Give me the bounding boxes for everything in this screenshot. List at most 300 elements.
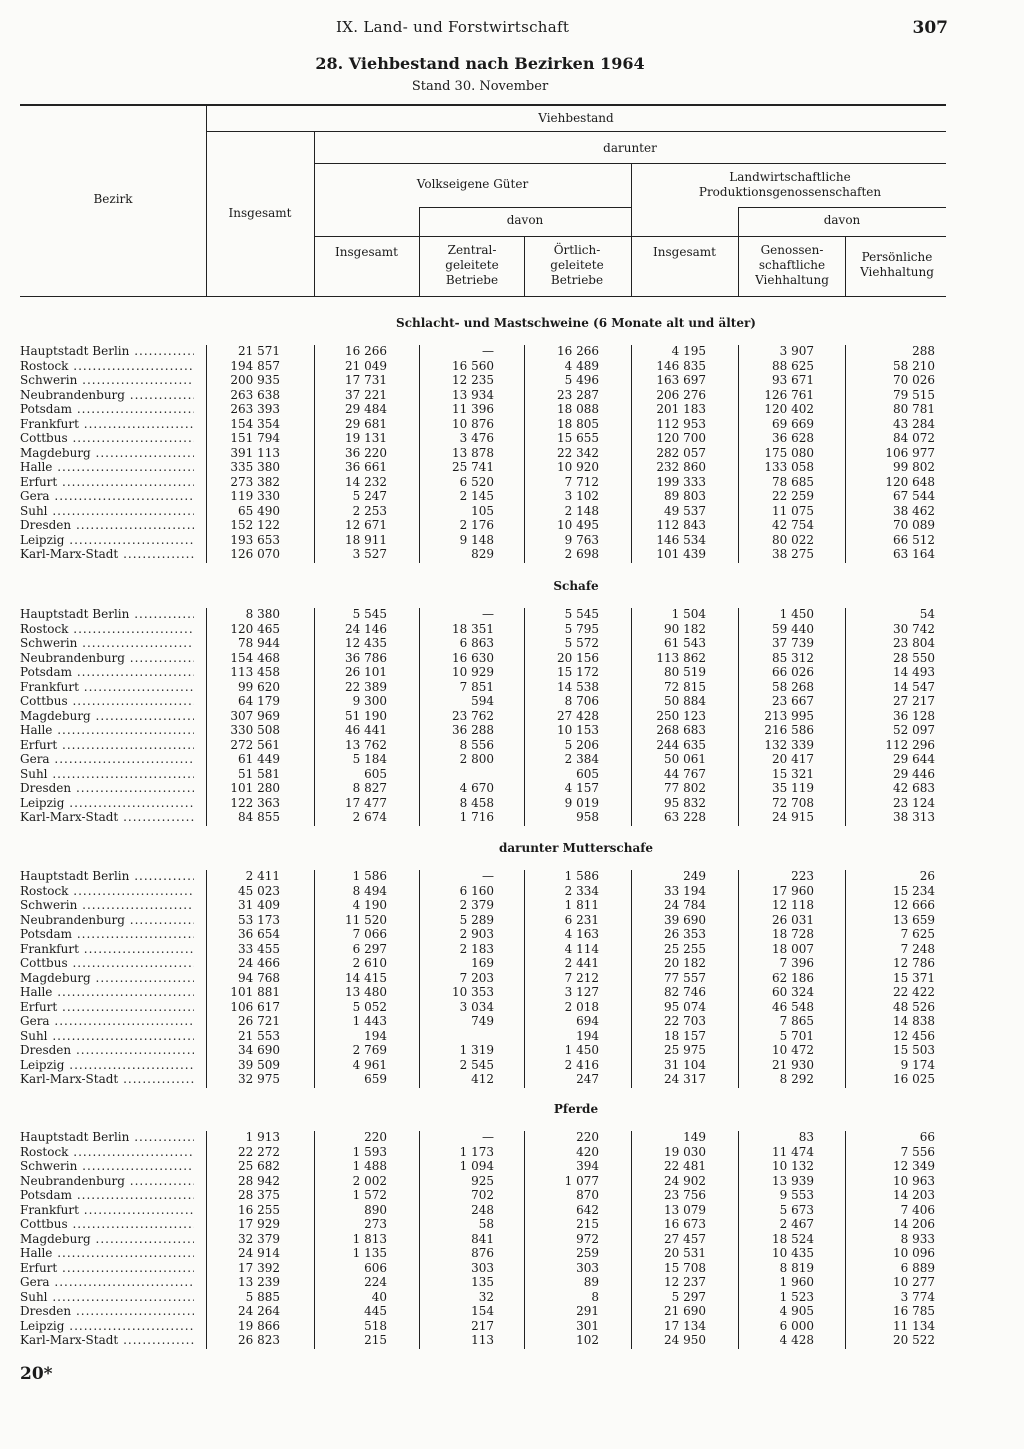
cell-veg-insgesamt: 2 253 [352,503,387,518]
cell-insgesamt: 391 113 [230,445,280,460]
cell-insgesamt: 154 354 [230,416,280,431]
cell-lpg-genossen: 62 186 [772,970,814,985]
cell-bezirk: Halle ..... [20,460,194,474]
cell-lpg-insgesamt: 80 519 [664,665,706,679]
header-veg: Volkseigene Güter [416,177,529,191]
cell-insgesamt: 1 913 [245,1130,280,1144]
cell-lpg-insgesamt: 149 [683,1130,706,1144]
header-insgesamt-veg: Insgesamt [335,245,398,259]
header-genossen: Genossen- schaftliche Viehhaltung [755,243,829,287]
cell-veg-oertlich: 14 538 [557,679,599,694]
cell-lpg-genossen: 38 275 [772,547,814,561]
cell-insgesamt: 273 382 [230,474,280,489]
cell-veg-insgesamt: 29 681 [345,416,387,431]
cell-veg-oertlich: 27 428 [557,708,599,723]
cell-veg-insgesamt: 5 247 [352,489,387,503]
cell-bezirk: Magdeburg ..... [20,709,194,723]
cell-veg-oertlich: 16 266 [557,344,599,358]
cell-veg-zentral: 6 520 [459,474,494,489]
cell-insgesamt: 24 914 [238,1246,280,1260]
cell-lpg-insgesamt: 23 756 [664,1188,706,1202]
cell-lpg-genossen: 69 669 [772,416,814,431]
cell-insgesamt: 99 620 [238,679,280,694]
table-row [0,504,1024,518]
cell-lpg-insgesamt: 22 703 [664,1014,706,1028]
cell-lpg-insgesamt: 250 123 [656,708,706,723]
cell-lpg-genossen: 22 259 [772,489,814,503]
table-header [0,0,1024,300]
cell-lpg-genossen: 35 119 [772,781,814,795]
cell-bezirk: Rostock ..... [20,622,194,636]
cell-veg-oertlich: 2 018 [564,999,599,1014]
cell-lpg-insgesamt: 17 134 [664,1318,706,1333]
cell-lpg-insgesamt: 95 832 [664,795,706,810]
cell-lpg-genossen: 10 435 [772,1246,814,1260]
table-row [0,1029,1024,1043]
cell-lpg-genossen: 42 754 [772,518,814,532]
cell-lpg-persoenlich: 15 234 [893,883,935,898]
cell-lpg-insgesamt: 282 057 [656,445,706,460]
cell-veg-insgesamt: 24 146 [345,621,387,636]
cell-veg-oertlich: 2 441 [564,956,599,970]
cell-bezirk: Halle ..... [20,985,194,999]
table-row [0,1159,1024,1173]
cell-lpg-persoenlich: 12 666 [893,898,935,912]
cell-lpg-genossen: 3 907 [779,344,814,358]
cell-veg-insgesamt: 1 586 [352,869,387,883]
cell-veg-zentral: 925 [471,1173,494,1188]
table-row [0,680,1024,694]
cell-bezirk: Karl-Marx-Stadt ..... [20,1333,194,1347]
cell-bezirk: Schwerin ..... [20,373,194,387]
cell-lpg-genossen: 37 739 [772,636,814,650]
cell-lpg-insgesamt: 232 860 [656,460,706,474]
cell-lpg-persoenlich: 14 493 [893,665,935,679]
cell-veg-zentral: 32 [478,1289,494,1304]
cell-veg-zentral: 10 929 [452,665,494,679]
table-row [0,1014,1024,1028]
cell-veg-oertlich: 102 [576,1333,599,1347]
table-row [0,402,1024,416]
cell-lpg-genossen: 93 671 [772,373,814,387]
cell-lpg-persoenlich: 23 124 [893,795,935,810]
cell-veg-oertlich: 1 811 [564,898,599,912]
cell-lpg-persoenlich: 66 512 [893,532,935,547]
cell-veg-oertlich: 5 572 [564,636,599,650]
cell-veg-oertlich: 870 [576,1188,599,1202]
cell-veg-insgesamt: 18 911 [345,532,387,547]
cell-lpg-persoenlich: 7 248 [900,941,935,956]
cell-lpg-persoenlich: 14 206 [893,1217,935,1231]
cell-lpg-genossen: 85 312 [772,650,814,665]
cell-veg-oertlich: 5 795 [564,621,599,636]
cell-lpg-persoenlich: 12 786 [893,956,935,970]
cell-lpg-genossen: 83 [798,1130,814,1144]
cell-lpg-genossen: 7 865 [779,1014,814,1028]
cell-lpg-insgesamt: 25 255 [664,941,706,956]
cell-lpg-persoenlich: 7 406 [900,1202,935,1217]
table-row [0,1000,1024,1014]
cell-bezirk: Halle ..... [20,1246,194,1260]
cell-bezirk: Cottbus ..... [20,431,194,445]
cell-insgesamt: 101 881 [230,985,280,999]
cell-bezirk: Cottbus ..... [20,694,194,708]
cell-insgesamt: 28 375 [238,1188,280,1202]
cell-lpg-persoenlich: 16 785 [893,1304,935,1318]
cell-insgesamt: 17 392 [238,1260,280,1275]
cell-veg-oertlich: 958 [576,810,599,824]
cell-insgesamt: 33 455 [238,941,280,956]
table-row [0,796,1024,810]
cell-lpg-genossen: 72 708 [772,795,814,810]
cell-lpg-insgesamt: 22 481 [664,1159,706,1173]
cell-veg-zentral: 1 173 [459,1144,494,1159]
cell-veg-insgesamt: 1 135 [352,1246,387,1260]
cell-veg-insgesamt: 9 300 [352,694,387,708]
cell-lpg-persoenlich: 20 522 [893,1333,935,1347]
cell-lpg-insgesamt: 77 802 [664,781,706,795]
cell-veg-oertlich: 291 [576,1304,599,1318]
cell-bezirk: Frankfurt ..... [20,417,194,431]
page-footer-mark: 20* [20,1364,53,1384]
cell-bezirk: Magdeburg ..... [20,446,194,460]
cell-insgesamt: 272 561 [230,737,280,752]
cell-veg-zentral: 105 [471,503,494,518]
cell-veg-zentral: 3 034 [459,999,494,1014]
cell-veg-oertlich: 4 489 [564,358,599,373]
cell-insgesamt: 106 617 [230,999,280,1014]
cell-veg-zentral: 749 [471,1014,494,1028]
cell-insgesamt: 151 794 [230,431,280,445]
cell-lpg-genossen: 132 339 [764,737,814,752]
cell-bezirk: Gera ..... [20,1275,194,1289]
cell-lpg-insgesamt: 27 457 [664,1231,706,1246]
cell-veg-insgesamt: 37 221 [345,387,387,402]
table-row [0,1261,1024,1275]
table-row [0,518,1024,532]
cell-bezirk: Magdeburg ..... [20,1232,194,1246]
cell-bezirk: Hauptstadt Berlin ..... [20,344,194,358]
cell-lpg-insgesamt: 24 317 [664,1072,706,1086]
cell-lpg-persoenlich: 79 515 [893,387,935,402]
cell-veg-oertlich: 10 153 [557,723,599,737]
cell-insgesamt: 32 379 [238,1231,280,1246]
table-row [0,344,1024,358]
cell-lpg-persoenlich: 70 089 [893,518,935,532]
cell-lpg-insgesamt: 50 884 [664,694,706,708]
cell-lpg-insgesamt: 72 815 [664,679,706,694]
cell-lpg-persoenlich: 16 025 [893,1072,935,1086]
table-row [0,1319,1024,1333]
cell-veg-zentral: — [482,344,494,358]
cell-insgesamt: 51 581 [238,766,280,781]
cell-insgesamt: 194 857 [230,358,280,373]
cell-lpg-persoenlich: 12 456 [893,1028,935,1043]
cell-veg-insgesamt: 14 232 [345,474,387,489]
cell-lpg-persoenlich: 26 [919,869,935,883]
cell-veg-zentral: — [482,1130,494,1144]
cell-lpg-persoenlich: 70 026 [893,373,935,387]
cell-veg-insgesamt: 659 [364,1072,387,1086]
cell-lpg-insgesamt: 24 902 [664,1173,706,1188]
cell-lpg-genossen: 18 524 [772,1231,814,1246]
cell-lpg-genossen: 216 586 [764,723,814,737]
table-row [0,417,1024,431]
cell-lpg-persoenlich: 7 625 [900,927,935,941]
cell-insgesamt: 24 466 [238,956,280,970]
table-row [0,475,1024,489]
cell-bezirk: Frankfurt ..... [20,942,194,956]
table-row [0,913,1024,927]
cell-insgesamt: 26 823 [238,1333,280,1347]
cell-lpg-persoenlich: 84 072 [893,431,935,445]
cell-lpg-persoenlich: 58 210 [893,358,935,373]
table-row [0,1072,1024,1086]
table-row [0,636,1024,650]
table-row [0,752,1024,766]
cell-lpg-insgesamt: 15 708 [664,1260,706,1275]
cell-lpg-genossen: 175 080 [764,445,814,460]
cell-lpg-insgesamt: 20 182 [664,956,706,970]
cell-bezirk: Gera ..... [20,752,194,766]
table-row [0,1246,1024,1260]
cell-veg-insgesamt: 3 527 [352,547,387,561]
cell-veg-oertlich: 23 287 [557,387,599,402]
table-row [0,651,1024,665]
cell-lpg-genossen: 120 402 [764,402,814,416]
cell-veg-zentral: 13 934 [452,387,494,402]
cell-veg-zentral: 25 741 [452,460,494,474]
cell-veg-oertlich: 7 212 [564,970,599,985]
cell-veg-zentral: 13 878 [452,445,494,460]
cell-veg-insgesamt: 1 443 [352,1014,387,1028]
cell-veg-oertlich: 8 706 [564,694,599,708]
cell-lpg-genossen: 223 [791,869,814,883]
cell-lpg-genossen: 213 995 [764,708,814,723]
cell-lpg-insgesamt: 146 835 [656,358,706,373]
cell-bezirk: Suhl ..... [20,1290,194,1304]
cell-lpg-genossen: 17 960 [772,883,814,898]
cell-insgesamt: 263 393 [230,402,280,416]
cell-lpg-insgesamt: 146 534 [656,532,706,547]
cell-lpg-genossen: 133 058 [764,460,814,474]
cell-bezirk: Dresden ..... [20,1043,194,1057]
cell-lpg-genossen: 5 673 [779,1202,814,1217]
cell-lpg-genossen: 4 428 [779,1333,814,1347]
cell-veg-oertlich: 1 077 [564,1173,599,1188]
cell-veg-oertlich: 6 231 [564,912,599,927]
cell-lpg-persoenlich: 14 203 [893,1188,935,1202]
cell-lpg-genossen: 78 685 [772,474,814,489]
cell-veg-zentral: 7 203 [459,970,494,985]
cell-lpg-persoenlich: 63 164 [893,547,935,561]
header-darunter: darunter [603,141,657,155]
cell-veg-oertlich: 301 [576,1318,599,1333]
cell-veg-insgesamt: 2 769 [352,1043,387,1057]
cell-lpg-persoenlich: 67 544 [893,489,935,503]
cell-lpg-insgesamt: 101 439 [656,547,706,561]
cell-veg-zentral: 10 876 [452,416,494,431]
cell-bezirk: Neubrandenburg ..... [20,388,194,402]
cell-insgesamt: 61 449 [238,752,280,766]
section-title: Pferde [553,1102,599,1116]
cell-veg-zentral: 16 630 [452,650,494,665]
cell-lpg-persoenlich: 14 838 [893,1014,935,1028]
table-row [0,971,1024,985]
cell-lpg-genossen: 11 474 [772,1144,814,1159]
table-row [0,709,1024,723]
cell-lpg-persoenlich: 27 217 [893,694,935,708]
cell-veg-insgesamt: 890 [364,1202,387,1217]
cell-veg-insgesamt: 46 441 [345,723,387,737]
cell-lpg-persoenlich: 54 [919,607,935,621]
cell-insgesamt: 16 255 [238,1202,280,1217]
cell-bezirk: Gera ..... [20,489,194,503]
cell-veg-zentral: 12 235 [452,373,494,387]
cell-veg-zentral: 7 851 [459,679,494,694]
cell-bezirk: Potsdam ..... [20,1188,194,1202]
cell-veg-oertlich: 972 [576,1231,599,1246]
table-row [0,1304,1024,1318]
cell-veg-insgesamt: 12 671 [345,518,387,532]
cell-lpg-insgesamt: 19 030 [664,1144,706,1159]
cell-bezirk: Rostock ..... [20,884,194,898]
cell-veg-zentral: 2 800 [459,752,494,766]
cell-insgesamt: 13 239 [238,1275,280,1289]
table-row [0,884,1024,898]
cell-lpg-insgesamt: 24 784 [664,898,706,912]
header-davon-veg: davon [506,213,544,227]
cell-veg-zentral: 876 [471,1246,494,1260]
cell-insgesamt: 5 885 [245,1289,280,1304]
cell-veg-zentral: 412 [471,1072,494,1086]
cell-lpg-genossen: 58 268 [772,679,814,694]
table-row [0,1043,1024,1057]
cell-veg-oertlich: 15 172 [557,665,599,679]
cell-lpg-persoenlich: 12 349 [893,1159,935,1173]
cell-veg-zentral: 4 670 [459,781,494,795]
cell-veg-insgesamt: 13 480 [345,985,387,999]
cell-lpg-insgesamt: 120 700 [656,431,706,445]
cell-veg-oertlich: 247 [576,1072,599,1086]
cell-insgesamt: 21 553 [238,1028,280,1043]
header-insgesamt-total: Insgesamt [228,206,292,220]
table-row [0,431,1024,445]
cell-veg-insgesamt: 11 520 [345,912,387,927]
cell-bezirk: Dresden ..... [20,781,194,795]
cell-bezirk: Frankfurt ..... [20,1203,194,1217]
cell-insgesamt: 335 380 [230,460,280,474]
table-row [0,956,1024,970]
page-number: 307 [912,18,948,38]
cell-lpg-insgesamt: 95 074 [664,999,706,1014]
table-row [0,1203,1024,1217]
cell-insgesamt: 8 380 [245,607,280,621]
cell-lpg-genossen: 8 819 [779,1260,814,1275]
cell-insgesamt: 126 070 [230,547,280,561]
cell-veg-zentral: 113 [471,1333,494,1347]
cell-lpg-genossen: 7 396 [779,956,814,970]
cell-veg-oertlich: 7 712 [564,474,599,489]
cell-bezirk: Potsdam ..... [20,927,194,941]
cell-lpg-genossen: 60 324 [772,985,814,999]
header-zentral: Zentral- geleitete Betriebe [445,243,499,287]
cell-veg-oertlich: 220 [576,1130,599,1144]
cell-veg-insgesamt: 13 762 [345,737,387,752]
header-lpg: Landwirtschaftliche Produktionsgenossenschaften [698,170,882,199]
cell-lpg-insgesamt: 77 557 [664,970,706,985]
cell-veg-insgesamt: 2 610 [352,956,387,970]
table-row [0,359,1024,373]
table-row [0,622,1024,636]
cell-veg-zentral: 303 [471,1260,494,1275]
cell-veg-insgesamt: 8 827 [352,781,387,795]
cell-lpg-insgesamt: 206 276 [656,387,706,402]
cell-veg-oertlich: 5 496 [564,373,599,387]
cell-veg-insgesamt: 273 [364,1217,387,1231]
cell-lpg-genossen: 20 417 [772,752,814,766]
table-row [0,694,1024,708]
cell-lpg-genossen: 8 292 [779,1072,814,1086]
cell-veg-zentral: 154 [471,1304,494,1318]
cell-lpg-persoenlich: 29 446 [893,766,935,781]
cell-insgesamt: 28 942 [238,1173,280,1188]
cell-lpg-insgesamt: 90 182 [664,621,706,636]
table-row [0,1333,1024,1347]
cell-insgesamt: 200 935 [230,373,280,387]
cell-lpg-persoenlich: 15 503 [893,1043,935,1057]
chapter-title: IX. Land- und Forstwirtschaft [336,18,570,36]
cell-veg-insgesamt: 1 572 [352,1188,387,1202]
table-row [0,373,1024,387]
cell-lpg-persoenlich: 38 313 [893,810,935,824]
cell-veg-insgesamt: 17 731 [345,373,387,387]
cell-insgesamt: 2 411 [245,869,280,883]
header-persoenlich: Persönliche Viehhaltung [860,250,934,279]
cell-veg-zentral: 1 319 [459,1043,494,1057]
cell-veg-zentral: 58 [478,1217,494,1231]
cell-lpg-genossen: 6 000 [779,1318,814,1333]
cell-veg-insgesamt: 518 [364,1318,387,1333]
cell-veg-oertlich: 394 [576,1159,599,1173]
cell-insgesamt: 25 682 [238,1159,280,1173]
cell-bezirk: Karl-Marx-Stadt ..... [20,810,194,824]
cell-insgesamt: 53 173 [238,912,280,927]
table-row [0,1188,1024,1202]
cell-lpg-insgesamt: 112 953 [656,416,706,431]
cell-lpg-genossen: 126 761 [764,387,814,402]
cell-lpg-genossen: 21 930 [772,1057,814,1072]
cell-bezirk: Dresden ..... [20,518,194,532]
cell-lpg-persoenlich: 288 [912,344,935,358]
table-row [0,446,1024,460]
cell-bezirk: Potsdam ..... [20,665,194,679]
cell-insgesamt: 152 122 [230,518,280,532]
cell-bezirk: Schwerin ..... [20,1159,194,1173]
cell-veg-oertlich: 5 545 [564,607,599,621]
cell-veg-oertlich: 4 114 [564,941,599,956]
cell-veg-insgesamt: 4 961 [352,1057,387,1072]
section-title: darunter Mutterschafe [498,841,654,855]
cell-bezirk: Hauptstadt Berlin ..... [20,869,194,883]
cell-lpg-insgesamt: 61 543 [664,636,706,650]
cell-veg-insgesamt: 224 [364,1275,387,1289]
cell-lpg-persoenlich: 120 648 [885,474,935,489]
cell-veg-insgesamt: 12 435 [345,636,387,650]
cell-veg-insgesamt: 36 786 [345,650,387,665]
cell-veg-insgesamt: 1 593 [352,1144,387,1159]
cell-lpg-persoenlich: 13 659 [893,912,935,927]
